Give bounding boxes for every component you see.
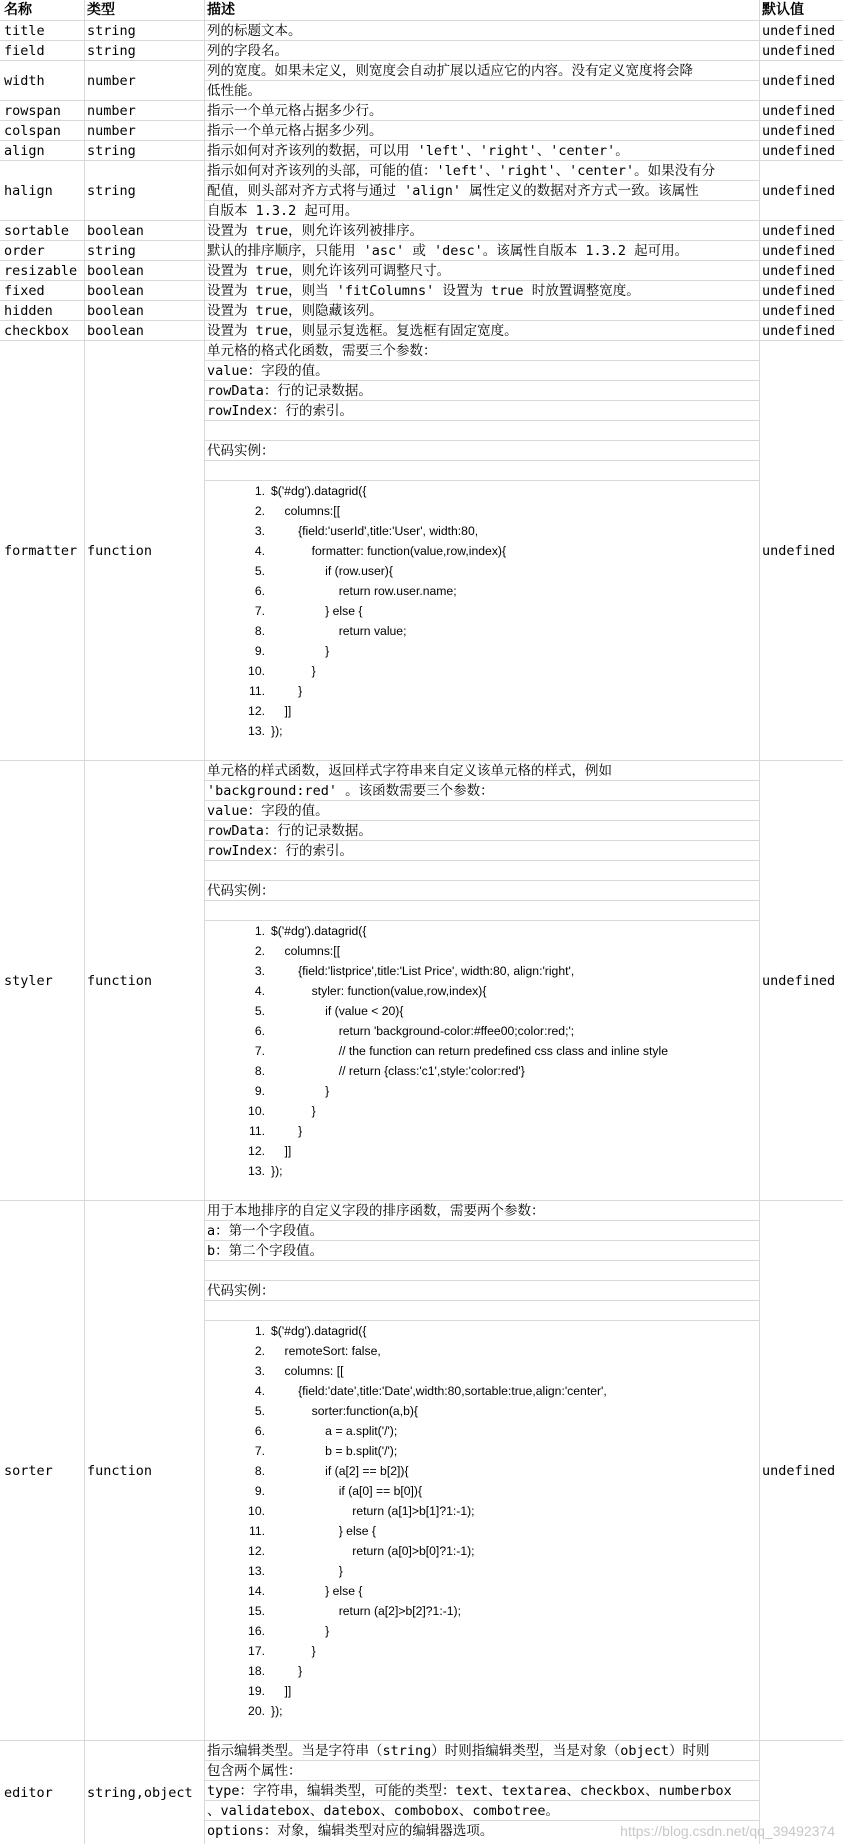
cell-default: undefined [762,303,836,319]
cell-name: align [4,143,45,159]
code-line-number: 17. [248,1644,265,1658]
code-line [235,1701,283,1721]
watermark-text: https://blog.csdn.net/qq_39492374 [620,1823,835,1839]
row-divider [205,860,759,861]
cell-name: halign [4,183,53,199]
code-line-number: 15. [248,1604,265,1618]
header-type: 类型 [87,2,115,18]
description-line: value：字段的值。 [207,803,329,819]
code-line-number: 12. [248,704,265,718]
code-line-text: {field:'listprice',title:'List Price', width:80, align:'right', [271,964,575,978]
description-line: a：第一个字段值。 [207,1223,324,1239]
code-line-number: 2. [254,1344,265,1358]
code-line [235,1501,475,1521]
code-line [235,521,478,541]
code-line [235,1601,461,1621]
description-line: 列的宽度。如果未定义，则宽度会自动扩展以适应它的内容。没有定义宽度将会降 [207,63,693,79]
code-line [235,561,393,581]
description-line: 、validatebox、datebox、combobox、combotree。 [207,1803,559,1819]
code-line [235,1341,381,1361]
cell-default: undefined [762,143,836,159]
code-line [235,921,366,941]
code-line-text: return (a[2]>b[2]?1:-1); [271,1604,462,1618]
cell-default: undefined [762,183,836,199]
code-line-number: 9. [254,1484,265,1498]
code-line-number: 9. [254,644,265,658]
description-line: rowData：行的记录数据。 [207,823,372,839]
code-line-number: 4. [254,1384,265,1398]
code-line-text: {field:'date',title:'Date',width:80,sortable:true,align:'center', [271,1384,607,1398]
code-line [235,1641,316,1661]
code-line [235,581,457,601]
cell-default: undefined [762,123,836,139]
cell-type: string [87,243,136,259]
code-line [235,1021,574,1041]
cell-type: string [87,43,136,59]
description-line: 低性能。 [207,83,261,99]
code-line-number: 4. [254,544,265,558]
description-line: 设置为 true，则隐藏该列。 [207,303,383,319]
code-line-number: 20. [248,1704,265,1718]
row-divider [205,80,759,81]
code-line-number: 4. [254,984,265,998]
code-line-number: 3. [254,1364,265,1378]
row-divider [205,440,759,441]
description-line: b：第二个字段值。 [207,1243,324,1259]
cell-default: undefined [762,243,836,259]
code-line-text: } [271,684,303,698]
code-line-number: 11. [248,1124,265,1138]
code-line-text: return (a[0]>b[0]?1:-1); [271,1544,475,1558]
code-line-number: 7. [254,1444,265,1458]
code-line-number: 9. [254,1084,265,1098]
code-line-text: {field:'userId',title:'User', width:80, [271,524,479,538]
code-line-number: 3. [254,964,265,978]
code-line-text: if (a[2] == b[2]){ [271,1464,409,1478]
code-line-text: return (a[1]>b[1]?1:-1); [271,1504,475,1518]
cell-type: string,object [87,1784,193,1801]
code-line-number: 10. [248,1104,265,1118]
code-line-number: 6. [254,1424,265,1438]
row-divider [205,880,759,881]
code-line [235,681,302,701]
code-line-text: $('#dg').datagrid({ [271,1324,367,1338]
code-line [235,1041,668,1061]
description-line: 指示如何对齐该列的头部，可能的值：'left'、'right'、'center'。如果没有分 [207,163,716,179]
row-divider [205,1300,759,1301]
code-line [235,641,329,661]
cell-name: order [4,243,45,259]
code-line [235,1581,362,1601]
header-name: 名称 [4,2,32,18]
code-line-text: if (row.user){ [271,564,393,578]
code-line-text: } [271,1104,316,1118]
code-line-text: }); [271,724,283,738]
cell-name: formatter [4,543,78,559]
code-line-number: 16. [248,1624,265,1638]
code-line [235,1101,316,1121]
cell-default: undefined [762,263,836,279]
description-line: 用于本地排序的自定义字段的排序函数，需要两个参数： [207,1203,545,1219]
cell-default: undefined [762,283,836,299]
code-line-number: 12. [248,1144,265,1158]
cell-name: resizable [4,263,78,279]
description-line: 自版本 1.3.2 起可用。 [207,203,359,219]
code-line-number: 7. [254,604,265,618]
code-line-text: columns:[[ [271,504,341,518]
cell-name: sorter [4,1463,53,1479]
header-description: 描述 [207,2,235,18]
code-line-number: 13. [248,724,265,738]
code-line-text: columns:[[ [271,944,341,958]
description-line: 列的标题文本。 [207,23,302,39]
cell-type: boolean [87,303,144,319]
code-line-number: 1. [254,484,265,498]
code-line-text: } [271,1084,330,1098]
code-line-text: styler: function(value,row,index){ [271,984,487,998]
description-line: 设置为 true，则当 'fitColumns' 设置为 true 时放置调整宽度。 [207,283,640,299]
code-line-number: 3. [254,524,265,538]
cell-type: number [87,73,136,89]
code-line [235,1561,343,1581]
code-line-number: 1. [254,1324,265,1338]
code-line-number: 7. [254,1044,265,1058]
description-line: options：对象，编辑类型对应的编辑器选项。 [207,1823,494,1839]
code-line-number: 6. [254,584,265,598]
code-line-text: } [271,1624,330,1638]
cell-name: title [4,23,45,39]
cell-name: fixed [4,283,45,299]
code-line-text: } else { [271,1524,376,1538]
cell-name: editor [4,1784,53,1801]
code-line-text: sorter:function(a,b){ [271,1404,418,1418]
code-line [235,601,362,621]
code-line-text: $('#dg').datagrid({ [271,924,367,938]
cell-default: undefined [762,43,836,59]
description-line: rowIndex：行的索引。 [207,843,354,859]
code-line-text: return 'background-color:#ffee00;color:red;'; [271,1024,575,1038]
code-line-number: 8. [254,1064,265,1078]
code-line-text: b = b.split('/'); [271,1444,398,1458]
code-line-number: 18. [248,1664,265,1678]
cell-default: undefined [762,543,836,559]
header-default: 默认值 [762,2,804,18]
description-line: rowIndex：行的索引。 [207,403,354,419]
cell-type: boolean [87,283,144,299]
code-line-number: 5. [254,564,265,578]
code-line [235,1541,475,1561]
cell-name: width [4,73,45,89]
description-line: 代码实例： [207,883,275,899]
code-line-number: 11. [248,684,265,698]
code-line [235,661,316,681]
cell-type: string [87,143,136,159]
cell-default: undefined [762,323,836,339]
code-line-text: }); [271,1164,283,1178]
code-line [235,1441,397,1461]
code-line [235,1481,422,1501]
code-line-text: formatter: function(value,row,index){ [271,544,507,558]
cell-type: string [87,183,136,199]
code-line-text: if (a[0] == b[0]){ [271,1484,423,1498]
column-divider [759,0,760,1844]
code-line-text: a = a.split('/'); [271,1424,398,1438]
description-line: rowData：行的记录数据。 [207,383,372,399]
code-line [235,621,406,641]
code-line [235,721,283,741]
code-line-number: 13. [248,1164,265,1178]
code-line [235,1681,291,1701]
cell-default: undefined [762,103,836,119]
row-divider [205,900,759,901]
code-line-number: 12. [248,1544,265,1558]
description-line: 代码实例： [207,443,275,459]
description-line: 'background:red' 。该函数需要三个参数： [207,783,494,799]
code-line-number: 5. [254,1404,265,1418]
column-divider [84,0,85,1844]
description-line: 代码实例： [207,1283,275,1299]
code-line-number: 19. [248,1684,265,1698]
code-line [235,981,486,1001]
code-line-text: } [271,1564,343,1578]
description-line: 单元格的格式化函数，需要三个参数： [207,343,437,359]
cell-name: rowspan [4,103,61,119]
code-line-text: columns: [[ [271,1364,344,1378]
code-line-number: 5. [254,1004,265,1018]
cell-name: sortable [4,223,70,239]
cell-type: string [87,23,136,39]
code-line [235,1461,409,1481]
code-line-number: 10. [248,664,265,678]
cell-name: styler [4,973,53,989]
cell-default: undefined [762,973,836,989]
code-line [235,1081,329,1101]
code-line-number: 2. [254,944,265,958]
cell-type: function [87,543,153,559]
description-line: 指示编辑类型。当是字符串（string）时则指编辑类型，当是对象（object）时则 [207,1743,710,1759]
code-line [235,961,574,981]
description-line: 配值，则头部对齐方式将与通过 'align' 属性定义的数据对齐方式一致。该属性 [207,183,699,199]
description-line: 列的字段名。 [207,43,288,59]
code-line-number: 6. [254,1024,265,1038]
description-line: type：字符串，编辑类型，可能的类型：text、textarea、checkbox、numberbox [207,1783,732,1799]
code-line [235,701,291,721]
code-line-text: } [271,664,316,678]
cell-type: function [87,1463,153,1479]
code-line-text: ]] [271,704,292,718]
cell-default: undefined [762,23,836,39]
code-line-text: ]] [271,1144,292,1158]
code-line-text: // return {class:'c1',style:'color:red'} [271,1064,525,1078]
description-line: 设置为 true，则显示复选框。复选框有固定宽度。 [207,323,518,339]
cell-name: colspan [4,123,61,139]
cell-name: field [4,43,45,59]
code-line-text: } [271,1664,303,1678]
code-line-number: 1. [254,924,265,938]
description-line: 设置为 true，则允许该列被排序。 [207,223,424,239]
column-divider [204,0,205,1844]
cell-type: number [87,103,136,119]
code-line-text: return row.user.name; [271,584,457,598]
row-divider [205,420,759,421]
code-line [235,1361,343,1381]
code-line-text: ]] [271,1684,292,1698]
description-line: 指示一个单元格占据多少列。 [207,123,383,139]
code-line-text: $('#dg').datagrid({ [271,484,367,498]
code-line-number: 14. [248,1584,265,1598]
code-line-text: } [271,644,330,658]
code-line [235,541,506,561]
code-line [235,1381,607,1401]
code-line [235,1001,403,1021]
description-line: 设置为 true，则允许该列可调整尺寸。 [207,263,451,279]
description-line: 指示一个单元格占据多少行。 [207,103,383,119]
code-line [235,1661,302,1681]
cell-default: undefined [762,73,836,89]
cell-name: checkbox [4,323,70,339]
cell-type: boolean [87,323,144,339]
code-line [235,1121,302,1141]
cell-type: boolean [87,223,144,239]
row-divider [205,1280,759,1281]
code-line-text: }); [271,1704,283,1718]
code-line-text: } [271,1644,316,1658]
description-line: 包含两个属性： [207,1763,302,1779]
cell-name: hidden [4,303,53,319]
code-line-text: } else { [271,604,363,618]
code-line [235,481,366,501]
code-line-number: 8. [254,1464,265,1478]
code-line [235,1061,525,1081]
row-divider [205,1260,759,1261]
code-line-number: 11. [248,1524,265,1538]
code-line [235,1401,418,1421]
code-line-number: 2. [254,504,265,518]
cell-default: undefined [762,223,836,239]
cell-type: number [87,123,136,139]
description-line: 默认的排序顺序，只能用 'asc' 或 'desc'。该属性自版本 1.3.2 起可用。 [207,243,689,259]
code-line [235,501,340,521]
cell-default: undefined [762,1463,836,1479]
code-line [235,1161,283,1181]
cell-type: boolean [87,263,144,279]
code-line [235,1141,291,1161]
code-line-text: return value; [271,624,407,638]
code-line-number: 13. [248,1564,265,1578]
code-line-number: 8. [254,624,265,638]
code-line [235,1621,329,1641]
description-line: 指示如何对齐该列的数据，可以用 'left'、'right'、'center'。 [207,143,629,159]
code-line-text: remoteSort: false, [271,1344,381,1358]
code-line [235,1321,366,1341]
code-line-number: 10. [248,1504,265,1518]
row-divider [205,460,759,461]
code-line [235,1521,376,1541]
code-line-text: // the function can return predefined css class and inline style [271,1044,668,1058]
cell-type: function [87,973,153,989]
code-line-text: if (value < 20){ [271,1004,404,1018]
description-line: value：字段的值。 [207,363,329,379]
code-line-text: } [271,1124,303,1138]
code-line [235,1421,397,1441]
description-line: 单元格的样式函数，返回样式字符串来自定义该单元格的样式，例如 [207,763,612,779]
code-line [235,941,340,961]
code-line-text: } else { [271,1584,363,1598]
